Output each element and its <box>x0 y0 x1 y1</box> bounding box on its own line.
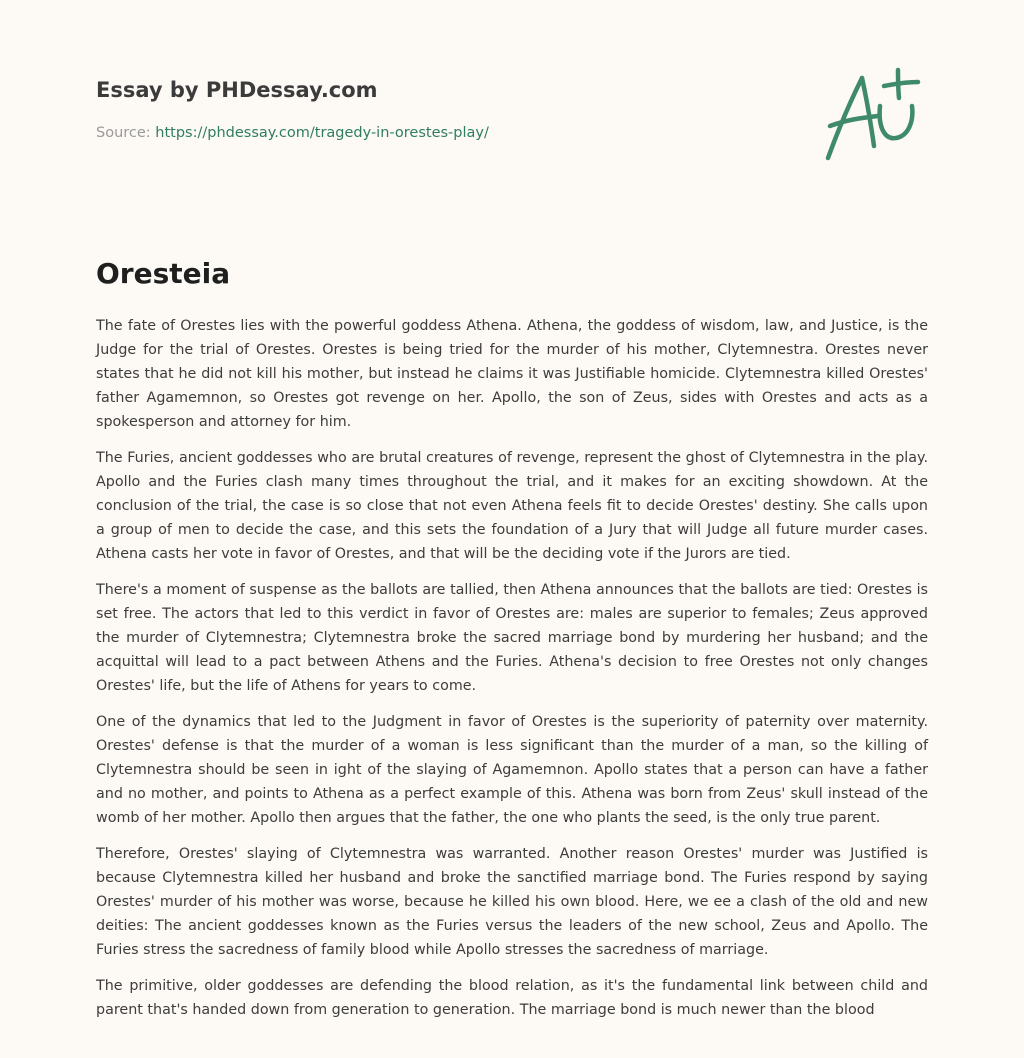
a-plus-logo-svg <box>822 66 928 166</box>
site-title: Essay by PHDessay.com <box>96 78 378 102</box>
essay-body <box>96 314 928 1034</box>
page-header <box>96 76 796 143</box>
source-line <box>96 123 796 143</box>
source-label: Source: <box>96 125 156 141</box>
essay-title: Oresteia <box>96 257 231 290</box>
essay-paragraph: The fate of Orestes lies with the powerful goddess Athena. Athena, the goddess of wisdom, law, and Justice, is the Judge for the trial of Orestes. Orestes is being tried for the murder of his mother, Clytemnestra. Orestes never states that he did not kill his mother, but instead he claims it was Justifiable homicide. Clytemnestra killed Orestes' father Agamemnon, so Orestes got revenge on her. Apollo, the son of Zeus, sides with Orestes and acts as a spokesperson and attorney for him. <box>96 318 928 430</box>
essay-paragraph: Therefore, Orestes' slaying of Clytemnestra was warranted. Another reason Orestes' murder was Justified is because Clytemnestra killed her husband and broke the sanctified marriage bond. The Furies respond by saying Orestes' murder of his mother was worse, because he killed his own blood. Here, we ee a clash of the old and new deities: The ancient goddesses known as the Furies versus the leaders of the new school, Zeus and Apollo. The Furies stress the sacredness of family blood while Apollo stresses the sacredness of marriage. <box>96 846 928 958</box>
essay-paragraph: There's a moment of suspense as the ballots are tallied, then Athena announces that the ballots are tied: Orestes is set free. The actors that led to this verdict in favor of Orestes are: males are superior to females; Zeus approved the murder of Clytemnestra; Clytemnestra broke the sacred marriage bond by murdering her husband; and the acquittal will lead to a pact between Athens and the Furies. Athena's decision to free Orestes not only changes Orestes' life, but the life of Athens for years to come. <box>96 582 928 694</box>
essay-paragraph: The primitive, older goddesses are defending the blood relation, as it's the fundamental link between child and parent that's handed down from generation to generation. The marriage bond is much newer than the blood <box>96 978 928 1018</box>
source-link[interactable]: https://phdessay.com/tragedy-in-orestes-play/ <box>155 125 489 141</box>
essay-paragraph: The Furies, ancient goddesses who are brutal creatures of revenge, represent the ghost of Clytemnestra in the play. Apollo and the Furies clash many times throughout the trial, and it makes for an exciting showdown. At the conclusion of the trial, the case is so close that not even Athena feels fit to decide Orestes' destiny. She calls upon a group of men to decide the case, and this sets the foundation of a Jury that will Judge all future murder cases. Athena casts her vote in favor of Orestes, and that will be the deciding vote if the Jurors are tied. <box>96 450 928 562</box>
a-plus-grade-icon <box>822 66 928 166</box>
essay-paragraph: One of the dynamics that led to the Judgment in favor of Orestes is the superiority of paternity over maternity. Orestes' defense is that the murder of a woman is less significant than the murder of a man, so the killing of Clytemnestra should be seen in ight of the slaying of Agamemnon. Apollo states that a person can have a father and no mother, and points to Athena as a perfect example of this. Athena was born from Zeus' skull instead of the womb of her mother. Apollo then argues that the father, the one who plants the seed, is the only true parent. <box>96 714 928 826</box>
